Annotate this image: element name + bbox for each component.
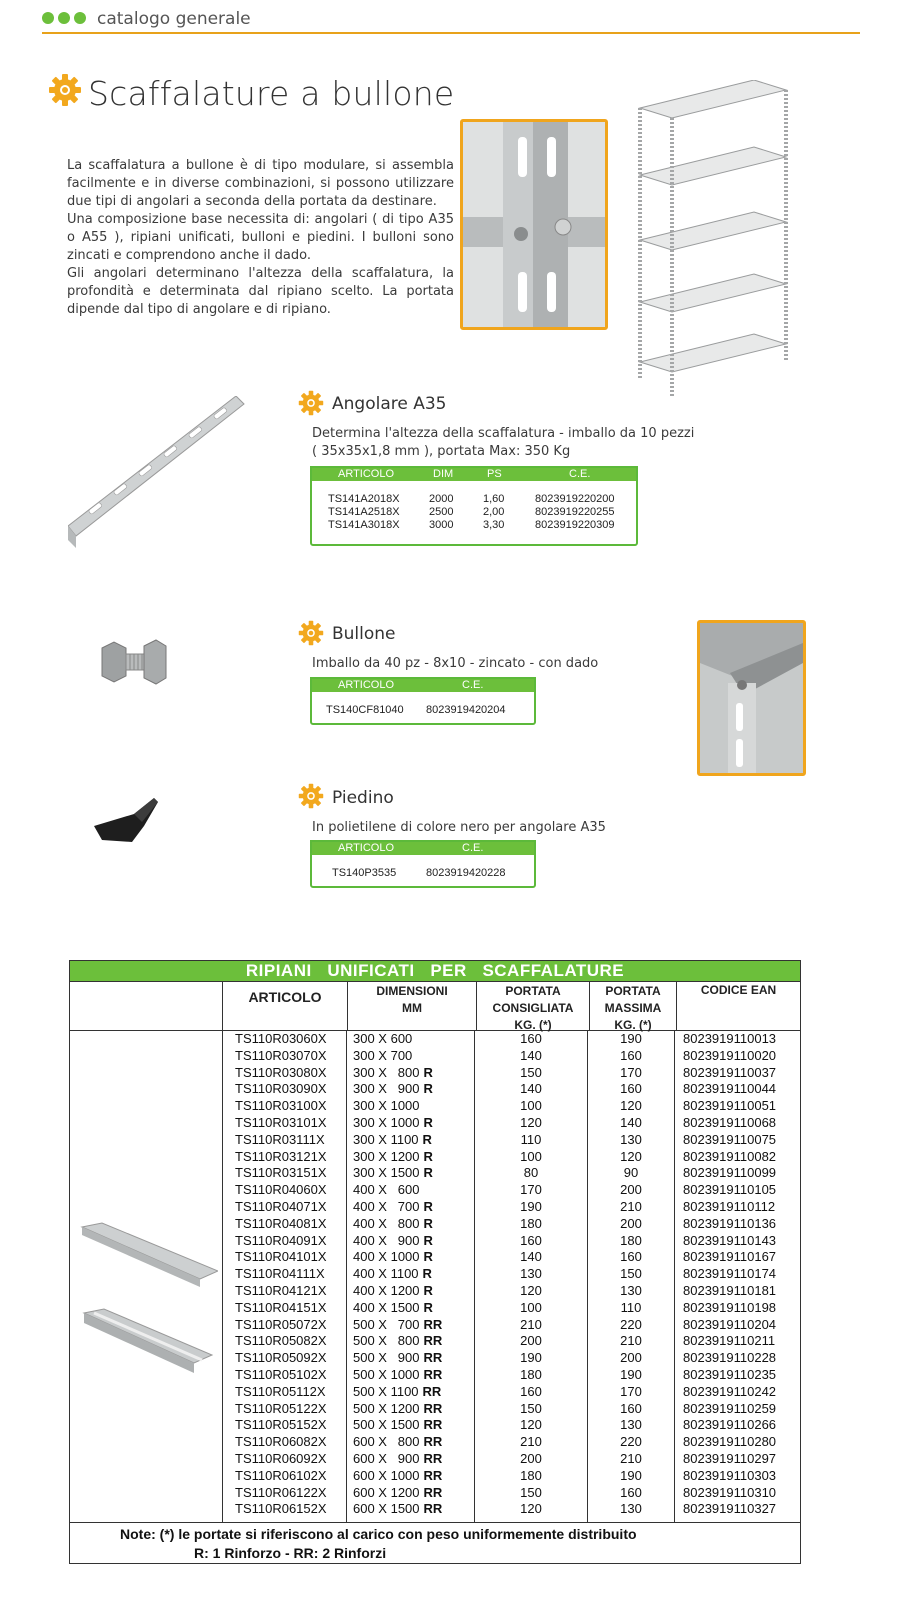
cell-ean: 8023919110204: [683, 1316, 777, 1332]
ripiani-title: RIPIANI UNIFICATI PER SCAFFALATURE: [70, 961, 800, 982]
cell-portata-massima: 190: [620, 1031, 642, 1046]
table-row: [312, 506, 636, 519]
bullone-table: [310, 677, 536, 725]
reinforcement-code: R: [423, 1148, 433, 1164]
cell-portata-consigliata: 110: [520, 1131, 542, 1147]
cell-ean: 8023919110297: [683, 1450, 777, 1466]
cell-ean: 8023919110112: [683, 1198, 776, 1214]
cell-ean: 8023919110105: [683, 1182, 777, 1198]
cell-articolo: TS110R06092X: [235, 1450, 327, 1466]
cell-portata-consigliata: 180: [520, 1215, 542, 1231]
cell-articolo: TS110R03080X: [235, 1064, 327, 1080]
cell-dimensioni: [353, 1182, 474, 1199]
cell-portata-consigliata: 140: [520, 1047, 542, 1063]
col-header: ARTICOLO: [338, 679, 395, 691]
table-header: [312, 468, 636, 481]
cell-articolo: TS141A2518X: [328, 506, 400, 518]
reinforcement-code: RR: [423, 1333, 443, 1349]
cell-dimensioni: [353, 1283, 474, 1300]
cell-portata-massima: 200: [620, 1350, 642, 1366]
cell-articolo: TS110R06122X: [235, 1484, 327, 1500]
cell-ean: 8023919110327: [683, 1501, 777, 1517]
cell-articolo: TS110R05082X: [235, 1333, 327, 1349]
cell-dimensioni: [353, 1333, 474, 1350]
angolare-desc: Determina l'altezza della scaffalatura - imballo da 10 pezzi: [312, 426, 695, 441]
reinforcement-code: RR: [423, 1350, 443, 1366]
cell-dimensioni: [353, 1417, 474, 1434]
foot-cap-illustration: [92, 796, 164, 846]
cell-dimensioni: [353, 1048, 474, 1065]
dim-value: 400 X 1100: [353, 1266, 419, 1282]
cell-portata-massima: 110: [620, 1299, 642, 1315]
cell-articolo: TS110R03060X: [235, 1031, 327, 1046]
page-title: Scaffalature a bullone: [88, 74, 455, 113]
gear-icon: [298, 390, 324, 416]
col-header-dimensioni: [348, 982, 477, 1030]
cell-portata-consigliata: 100: [520, 1098, 542, 1114]
cell-portata-massima: 220: [620, 1434, 642, 1450]
cell-articolo: TS140CF81040: [326, 704, 404, 716]
cell-portata-consigliata: 120: [520, 1282, 542, 1298]
cell-ps: 2,00: [483, 506, 505, 518]
cell-portata-consigliata: 170: [520, 1182, 542, 1198]
gear-icon: [298, 620, 324, 646]
table-row: [312, 867, 534, 880]
cell-ean: 8023919110181: [683, 1282, 777, 1298]
cell-portata-massima: 190: [620, 1467, 642, 1483]
cell-articolo: TS110R04081X: [235, 1215, 327, 1231]
angolare-title: Angolare A35: [332, 394, 447, 414]
bullone-title: Bullone: [332, 624, 396, 644]
reinforcement-code: RR: [423, 1450, 443, 1466]
reinforcement-code: RR: [423, 1484, 443, 1500]
cell-portata-consigliata: 200: [520, 1333, 542, 1349]
cell-ean: 8023919110198: [683, 1299, 777, 1315]
cell-ean: 8023919110310: [683, 1484, 777, 1500]
table-row: [312, 704, 534, 717]
cell-articolo: TS110R04121X: [235, 1282, 327, 1298]
cell-ce: 8023919220255: [535, 506, 615, 518]
cell-portata-massima: 180: [620, 1232, 642, 1248]
bullone-desc: Imballo da 40 pz - 8x10 - zincato - con dado: [312, 656, 599, 671]
reinforcement-code: RR: [423, 1434, 443, 1450]
cell-dimensioni: [353, 1149, 474, 1166]
cell-articolo: TS110R06152X: [235, 1501, 327, 1517]
cell-portata-consigliata: 200: [520, 1450, 542, 1466]
cell-articolo: TS110R05112X: [235, 1383, 326, 1399]
dim-value: 300 X 900: [353, 1081, 420, 1097]
cell-articolo: TS110R04060X: [235, 1182, 327, 1198]
reinforcement-code: R: [423, 1299, 433, 1315]
col-header: C.E.: [462, 679, 484, 691]
cell-dimensioni: [353, 1031, 474, 1048]
table-row: [312, 519, 636, 532]
cell-articolo: TS110R06082X: [235, 1434, 327, 1450]
cell-dimensioni: [353, 1081, 474, 1098]
piedino-title: Piedino: [332, 788, 394, 808]
cell-ean: 8023919110044: [683, 1081, 777, 1097]
header-line: PORTATA: [605, 984, 661, 998]
col-dimensioni: [347, 1031, 475, 1522]
header-line: CONSIGLIATA: [492, 1001, 574, 1015]
cell-dimensioni: [353, 1434, 474, 1451]
dim-value: 400 X 600: [353, 1182, 420, 1198]
shelving-unit-illustration: [634, 80, 792, 398]
col-massima: [588, 1031, 675, 1522]
table-header: [312, 679, 534, 692]
reinforcement-code: R: [423, 1114, 433, 1130]
cell-portata-consigliata: 190: [520, 1350, 542, 1366]
cell-articolo: TS110R03070X: [235, 1047, 327, 1063]
cell-portata-consigliata: 120: [520, 1114, 542, 1130]
cell-portata-massima: 170: [620, 1383, 642, 1399]
cell-ean: 8023919110068: [683, 1114, 777, 1130]
cell-ce: 8023919420228: [426, 867, 506, 879]
col-consigliata: [475, 1031, 588, 1522]
dim-value: 400 X 1500: [353, 1299, 420, 1315]
dim-value: 600 X 1000: [353, 1467, 420, 1483]
cell-portata-consigliata: 180: [520, 1366, 542, 1382]
dim-value: 600 X 1500: [353, 1501, 420, 1517]
cell-dimensioni: [353, 1098, 474, 1115]
cell-ce: 8023919420204: [426, 704, 506, 716]
cell-articolo: TS110R04071X: [235, 1198, 327, 1214]
cell-ean: 8023919110099: [683, 1165, 777, 1181]
cell-ean: 8023919110143: [683, 1232, 777, 1248]
cell-dimensioni: [353, 1233, 474, 1250]
piedino-table: [310, 840, 536, 888]
cell-ps: 1,60: [483, 493, 505, 505]
header-line: KG. (*): [514, 1018, 552, 1032]
cell-dimensioni: [353, 1266, 474, 1283]
cell-ean: 8023919110082: [683, 1148, 777, 1164]
cell-dimensioni: [353, 1401, 474, 1418]
angle-profile-illustration: [68, 396, 246, 550]
dim-value: 300 X 1000: [353, 1098, 420, 1114]
reinforcement-code: R: [423, 1165, 433, 1181]
dim-value: 300 X 700: [353, 1047, 413, 1063]
cell-portata-consigliata: 80: [523, 1165, 539, 1181]
col-header: ARTICOLO: [338, 842, 395, 854]
cell-portata-consigliata: 130: [520, 1266, 542, 1282]
cell-ean: 8023919110235: [683, 1366, 777, 1382]
reinforcement-code: R: [423, 1249, 433, 1265]
cell-portata-consigliata: 150: [520, 1400, 542, 1416]
ripiani-header-row: [70, 982, 800, 1031]
cell-portata-massima: 130: [620, 1282, 642, 1298]
ripiani-table: [69, 960, 801, 1564]
cell-dimensioni: [353, 1317, 474, 1334]
cell-portata-massima: 160: [620, 1047, 642, 1063]
angolare-desc: ( 35x35x1,8 mm ), portata Max: 350 Kg: [312, 444, 571, 459]
cell-portata-consigliata: 190: [520, 1198, 542, 1214]
col-header: C.E.: [462, 842, 484, 854]
dim-value: 500 X 700: [353, 1316, 420, 1332]
cell-ean: 8023919110020: [683, 1047, 777, 1063]
table-row: [312, 493, 636, 506]
cell-dimensioni: [353, 1350, 474, 1367]
dot-icon: [74, 12, 86, 24]
cell-articolo: TS110R05122X: [235, 1400, 327, 1416]
dim-value: 500 X 900: [353, 1350, 420, 1366]
cell-portata-massima: 130: [620, 1131, 642, 1147]
cell-portata-massima: 120: [620, 1098, 642, 1114]
cell-ean: 8023919110174: [683, 1266, 777, 1282]
cell-portata-consigliata: 140: [520, 1249, 542, 1265]
dot-icon: [42, 12, 54, 24]
cell-ean: 8023919110242: [683, 1383, 777, 1399]
bolt-detail-photo: [460, 119, 608, 330]
reinforcement-code: R: [423, 1215, 433, 1231]
cell-articolo: TS140P3535: [332, 867, 397, 879]
cell-portata-consigliata: 160: [520, 1031, 542, 1046]
angolare-table: [310, 466, 638, 546]
cell-articolo: TS110R04091X: [235, 1232, 327, 1248]
cell-dim: 3000: [429, 519, 454, 531]
note-line: Note: (*) le portate si riferiscono al carico con peso uniformemente distribuito: [120, 1526, 637, 1542]
cell-ean: 8023919110211: [683, 1333, 776, 1349]
cell-portata-consigliata: 210: [520, 1316, 542, 1332]
dim-value: 500 X 1000: [353, 1366, 420, 1382]
note-line: R: 1 Rinforzo - RR: 2 Rinforzi: [194, 1545, 387, 1561]
reinforcement-code: RR: [422, 1383, 442, 1399]
cell-portata-consigliata: 150: [520, 1064, 542, 1080]
cell-dimensioni: [353, 1065, 474, 1082]
cell-ean: 8023919110228: [683, 1350, 777, 1366]
dim-value: 400 X 700: [353, 1198, 420, 1214]
dim-value: 500 X 1500: [353, 1417, 420, 1433]
header-line: DIMENSIONI: [376, 984, 448, 998]
cell-articolo: TS110R03090X: [235, 1081, 327, 1097]
dim-value: 400 X 900: [353, 1232, 420, 1248]
dim-value: 300 X 1500: [353, 1165, 420, 1181]
shelf-panel-illustration: [78, 1221, 218, 1381]
cell-portata-consigliata: 120: [520, 1417, 542, 1433]
cell-portata-massima: 150: [620, 1266, 642, 1282]
cell-ean: 8023919110051: [683, 1098, 777, 1114]
gear-icon: [298, 783, 324, 809]
col-header: ARTICOLO: [338, 468, 395, 480]
cell-portata-massima: 160: [620, 1484, 642, 1500]
cell-articolo: TS110R04101X: [235, 1249, 327, 1265]
reinforcement-code: RR: [423, 1366, 443, 1382]
cell-portata-massima: 160: [620, 1249, 642, 1265]
cell-dimensioni: [353, 1115, 474, 1132]
col-header-consigliata: [477, 982, 590, 1030]
cell-articolo: TS110R03101X: [235, 1114, 327, 1130]
header-line: PORTATA: [505, 984, 561, 998]
cell-ps: 3,30: [483, 519, 505, 531]
cell-articolo: TS110R03121X: [235, 1148, 327, 1164]
cell-portata-consigliata: 210: [520, 1434, 542, 1450]
reinforcement-code: R: [423, 1064, 433, 1080]
header-label: catalogo generale: [97, 9, 251, 29]
dim-value: 300 X 1000: [353, 1114, 420, 1130]
bolt-illustration: [100, 638, 168, 686]
dim-value: 600 X 800: [353, 1434, 420, 1450]
piedino-desc: In polietilene di colore nero per angolare A35: [312, 820, 606, 835]
reinforcement-code: RR: [423, 1501, 443, 1517]
dim-value: 600 X 1200: [353, 1484, 420, 1500]
cell-portata-massima: 200: [620, 1215, 642, 1231]
dim-value: 300 X 600: [353, 1031, 413, 1046]
cell-portata-massima: 140: [620, 1114, 642, 1130]
cell-ean: 8023919110013: [683, 1031, 777, 1046]
cell-portata-consigliata: 120: [520, 1501, 542, 1517]
cell-portata-massima: 160: [620, 1081, 642, 1097]
cell-ean: 8023919110037: [683, 1064, 777, 1080]
header-divider: [42, 32, 860, 34]
cell-portata-massima: 210: [620, 1450, 642, 1466]
cell-portata-massima: 120: [620, 1148, 642, 1164]
cell-ean: 8023919110266: [683, 1417, 777, 1433]
cell-articolo: TS110R05072X: [235, 1316, 327, 1332]
reinforcement-code: R: [422, 1131, 432, 1147]
cell-articolo: TS110R05102X: [235, 1366, 327, 1382]
dim-value: 500 X 1200: [353, 1400, 420, 1416]
ripiani-body: [70, 1031, 800, 1523]
cell-articolo: TS110R03111X: [235, 1131, 325, 1147]
gear-icon: [48, 73, 82, 107]
cell-dimensioni: [353, 1132, 474, 1149]
cell-dimensioni: [353, 1468, 474, 1485]
col-header-articolo: ARTICOLO: [223, 982, 348, 1030]
dim-value: 400 X 1200: [353, 1282, 420, 1298]
cell-portata-consigliata: 100: [520, 1148, 542, 1164]
header-line: MM: [402, 1001, 422, 1015]
cell-ean: 8023919110259: [683, 1400, 777, 1416]
cell-dimensioni: [353, 1216, 474, 1233]
cell-articolo: TS110R05092X: [235, 1350, 327, 1366]
cell-portata-massima: 220: [620, 1316, 642, 1332]
cell-ean: 8023919110303: [683, 1467, 777, 1483]
cell-articolo: TS141A2018X: [328, 493, 400, 505]
cell-dimensioni: [353, 1249, 474, 1266]
cell-ean: 8023919110075: [683, 1131, 777, 1147]
corner-detail-photo: [697, 620, 806, 776]
cell-portata-consigliata: 140: [520, 1081, 542, 1097]
reinforcement-code: RR: [423, 1467, 443, 1483]
cell-portata-massima: 130: [620, 1417, 642, 1433]
intro-paragraph: Una composizione base necessita di: angolari ( di tipo A35 o A55 ), ripiani unificati, bulloni e piedini. I bulloni sono zincati e comprendono anche il dado.: [67, 212, 454, 263]
cell-dimensioni: [353, 1501, 474, 1518]
intro-paragraph: Gli angolari determinano l'altezza della scaffalatura, la profondità e determinata dal ripiano scelto. La portata dipende dal tipo di angolare e di ripiano.: [67, 266, 454, 317]
cell-portata-massima: 170: [620, 1064, 642, 1080]
reinforcement-code: RR: [423, 1417, 443, 1433]
cell-ean: 8023919110167: [683, 1249, 777, 1265]
reinforcement-code: R: [423, 1198, 433, 1214]
cell-portata-massima: 130: [620, 1501, 642, 1517]
ripiani-notes: [70, 1523, 800, 1563]
dot-icon: [58, 12, 70, 24]
col-header-ean: CODICE EAN: [700, 983, 777, 997]
cell-portata-massima: 210: [620, 1198, 642, 1214]
col-header: DIM: [433, 468, 454, 480]
cell-articolo: TS110R03100X: [235, 1098, 327, 1114]
cell-portata-consigliata: 180: [520, 1467, 542, 1483]
cell-portata-consigliata: 160: [520, 1383, 542, 1399]
dim-value: 500 X 1100: [353, 1383, 419, 1399]
cell-portata-massima: 200: [620, 1182, 642, 1198]
dim-value: 400 X 1000: [353, 1249, 420, 1265]
dim-value: 500 X 800: [353, 1333, 420, 1349]
col-header: C.E.: [569, 468, 591, 480]
dim-value: 300 X 800: [353, 1064, 420, 1080]
cell-dimensioni: [353, 1165, 474, 1182]
dim-value: 300 X 1100: [353, 1131, 419, 1147]
col-header-massima: [590, 982, 677, 1030]
cell-dim: 2500: [429, 506, 454, 518]
col-header: PS: [487, 468, 502, 480]
header-line: KG. (*): [614, 1018, 652, 1032]
reinforcement-code: R: [423, 1081, 433, 1097]
intro-text: [67, 157, 454, 319]
cell-dim: 2000: [429, 493, 454, 505]
cell-portata-consigliata: 100: [520, 1299, 542, 1315]
cell-portata-massima: 190: [620, 1366, 642, 1382]
cell-ean: 8023919110280: [683, 1434, 777, 1450]
cell-articolo: TS141A3018X: [328, 519, 400, 531]
cell-ce: 8023919220200: [535, 493, 615, 505]
cell-portata-massima: 210: [620, 1333, 642, 1349]
cell-portata-consigliata: 160: [520, 1232, 542, 1248]
header-dots: [42, 12, 86, 24]
intro-paragraph: La scaffalatura a bullone è di tipo modulare, si assembla facilmente e in diverse combinazioni, si possono utilizzare due tipi di angolari a seconda della portata da destinare.: [67, 158, 454, 209]
cell-dimensioni: [353, 1199, 474, 1216]
cell-articolo: TS110R05152X: [235, 1417, 327, 1433]
col-ean: [675, 1031, 800, 1522]
cell-dimensioni: [353, 1451, 474, 1468]
reinforcement-code: R: [423, 1232, 433, 1248]
table-header: [312, 842, 534, 855]
cell-portata-massima: 160: [620, 1400, 642, 1416]
shelf-images-col: [70, 1031, 223, 1522]
dim-value: 600 X 900: [353, 1450, 420, 1466]
image-col-header: [70, 982, 223, 1030]
dim-value: 300 X 1200: [353, 1148, 420, 1164]
reinforcement-code: R: [423, 1282, 433, 1298]
cell-dimensioni: [353, 1384, 474, 1401]
cell-articolo: TS110R04151X: [235, 1299, 327, 1315]
cell-ean: 8023919110136: [683, 1215, 777, 1231]
cell-articolo: TS110R04111X: [235, 1266, 325, 1282]
cell-dimensioni: [353, 1485, 474, 1502]
reinforcement-code: R: [422, 1266, 432, 1282]
cell-dimensioni: [353, 1367, 474, 1384]
col-articolo: [223, 1031, 347, 1522]
cell-ce: 8023919220309: [535, 519, 615, 531]
cell-dimensioni: [353, 1300, 474, 1317]
reinforcement-code: RR: [423, 1400, 443, 1416]
cell-articolo: TS110R03151X: [235, 1165, 327, 1181]
reinforcement-code: RR: [423, 1316, 443, 1332]
cell-portata-massima: 90: [623, 1165, 639, 1181]
dim-value: 400 X 800: [353, 1215, 420, 1231]
cell-articolo: TS110R06102X: [235, 1467, 327, 1483]
cell-portata-consigliata: 150: [520, 1484, 542, 1500]
header-line: MASSIMA: [604, 1001, 662, 1015]
